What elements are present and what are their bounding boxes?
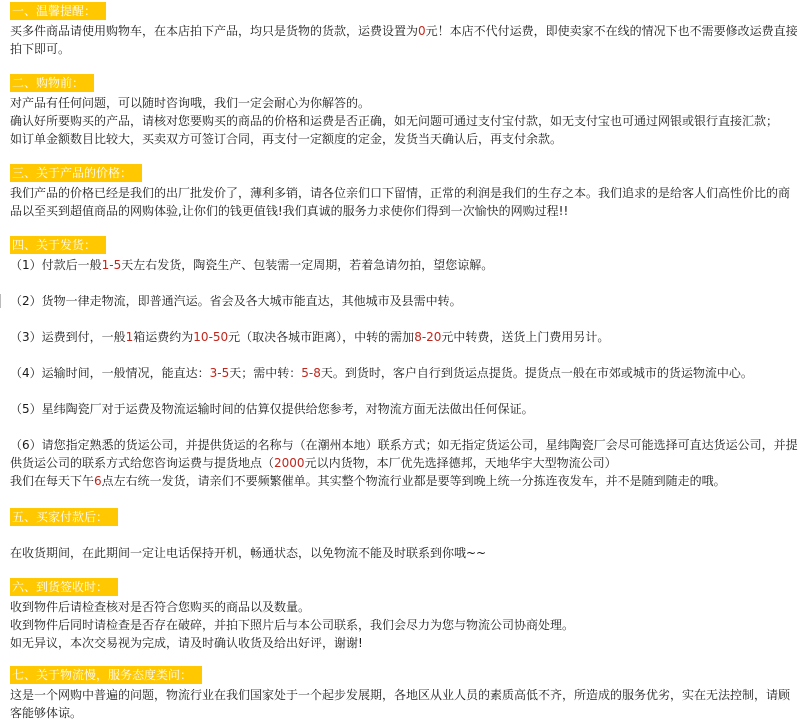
highlight-number: 3-5 bbox=[209, 366, 230, 380]
text-segment: 供货运公司的联系方式给您咨询运费与提货地点（ bbox=[10, 456, 275, 470]
text-segment: 点左右统一发货，请亲们不要频繁催单。其实整个物流行业都是要等到晚上统一分拣连夜发车，并不是随到随走的哦。 bbox=[101, 474, 726, 488]
section-6-line-3: 如无异议，本次交易视为完成，请及时确认收货及给出好评，谢谢! bbox=[10, 636, 363, 650]
text-segment: 箱运费约为 bbox=[133, 330, 194, 344]
section-1-heading bbox=[10, 2, 800, 20]
text-segment: 天。到货时，客户自行到货运点提货。提货点一般在市郊或城市的货运物流中心。 bbox=[320, 366, 753, 380]
text-segment: 元以内货物，本厂优先选择德邦，天地华宇大型物流公司） bbox=[304, 456, 617, 470]
section-5-title: 五、买家付款后： bbox=[10, 508, 118, 526]
section-3-line-1: 我们产品的价格已经是我们的出厂批发价了，薄利多销，请各位亲们口下留情，正常的利润是我们的生存之本。我们追求的是给客人们高性价比的商 bbox=[10, 186, 791, 200]
section-6-title: 六、到货签收时： bbox=[10, 578, 118, 596]
section-2-line-3: 如订单金额数目比较大，买卖双方可签订合同，再支付一定额度的定金，发货当天确认后，再支付余款。 bbox=[10, 132, 563, 146]
section-2-title: 二、购物前： bbox=[10, 74, 94, 92]
text-segment: 元中转费，送货上门费用另计。 bbox=[441, 330, 610, 344]
text-segment: （1）付款后一般 bbox=[10, 258, 102, 272]
section-6-line-1: 收到物件后请检查核对是否符合您购买的商品以及数量。 bbox=[10, 600, 311, 614]
section-2-line-2: 确认好所要购买的产品，请核对您要购买的商品的价格和运费是否正确，如无问题可通过支付宝付款，如无支付宝也可通过网银或银行直接汇款； bbox=[10, 114, 779, 128]
highlight-number: 1 bbox=[125, 330, 134, 344]
shipping-item-6-line-1: （6）请您指定熟悉的货运公司，并提供货运的名称与（在潮州本地）联系方式；如无指定货运公司，星纬陶瓷厂会尽可能选择可直达货运公司，并提 bbox=[10, 438, 798, 452]
text-segment: 天左右发货，陶瓷生产、包装需一定周期，若着急请勿拍，望您谅解。 bbox=[121, 258, 494, 272]
highlight-number: 2000 bbox=[274, 456, 305, 470]
text-segment: 元（取决各城市距离），中转的需加 bbox=[228, 330, 415, 344]
section-1-line-1 bbox=[10, 22, 800, 40]
highlight-number: 10-50 bbox=[193, 330, 229, 344]
side-marker bbox=[0, 294, 5, 308]
text-segment: 买多件商品请使用购物车，在本店拍下产品，均只是货物的货款，运费设置为 bbox=[10, 24, 419, 38]
section-2-line-1: 对产品有任何问题，可以随时咨询哦，我们一定会耐心为你解答的。 bbox=[10, 96, 371, 110]
section-4-heading bbox=[10, 236, 800, 254]
shipping-item-6-line-3 bbox=[10, 472, 800, 490]
section-6-heading bbox=[10, 578, 800, 596]
section-3-heading bbox=[10, 164, 800, 182]
shipping-item-5: （5）星纬陶瓷厂对于运费及物流运输时间的估算仅提供给您参考，对物流方面无法做出任何保证。 bbox=[10, 402, 534, 416]
highlight-number: 1-5 bbox=[101, 258, 122, 272]
text-segment: （3）运费到付，一般 bbox=[10, 330, 126, 344]
section-5-line-1: 在收货期间，在此期间一定让电话保持开机，畅通状态，以免物流不能及时联系到你哦~~ bbox=[10, 546, 487, 560]
section-3-line-2: 品以至买到超值商品的网购体验,让你们的钱更值钱!我们真诚的服务力求使你们得到一次愉快的网购过程!! bbox=[10, 204, 569, 218]
shipping-item-1 bbox=[10, 256, 800, 274]
section-3-title: 三、关于产品的价格： bbox=[10, 164, 142, 182]
shipping-item-3 bbox=[10, 328, 800, 346]
section-7-line-2: 客能够体谅。 bbox=[10, 706, 83, 720]
text-segment: 我们在每天下午 bbox=[10, 474, 95, 488]
section-5-heading bbox=[10, 508, 800, 526]
section-4-title: 四、关于发货： bbox=[10, 236, 106, 254]
highlight-number: 6 bbox=[94, 474, 102, 488]
shipping-item-4 bbox=[10, 364, 800, 382]
highlight-number: 0 bbox=[418, 24, 426, 38]
highlight-number: 8-20 bbox=[414, 330, 442, 344]
section-1-line-2: 拍下即可。 bbox=[10, 42, 71, 56]
text-segment: 天；需中转： bbox=[229, 366, 302, 380]
section-7-heading bbox=[10, 666, 800, 684]
section-7-title: 七、关于物流慢，服务态度类问： bbox=[10, 666, 202, 684]
section-6-line-2: 收到物件后同时请检查是否存在破碎，并拍下照片后与本公司联系，我们会尽力为您与物流公司协商处理。 bbox=[10, 618, 575, 632]
section-2-heading bbox=[10, 74, 800, 92]
text-segment: （4）运输时间，一般情况，能直达： bbox=[10, 366, 210, 380]
highlight-number: 5-8 bbox=[301, 366, 321, 380]
section-1-title: 一、温馨提醒： bbox=[10, 2, 106, 20]
text-segment: 元！本店不代付运费，即使卖家不在线的情况下也不需要修改运费直接 bbox=[425, 24, 798, 38]
shipping-item-6-line-2 bbox=[10, 454, 800, 472]
shipping-item-2: （2）货物一律走物流，即普通汽运。省会及各大城市能直达，其他城市及县需中转。 bbox=[10, 294, 462, 308]
section-7-line-1: 这是一个网购中普遍的问题，物流行业在我们国家处于一个起步发展期，各地区从业人员的素质高低不齐，所造成的服务优劣，实在无法控制，请顾 bbox=[10, 688, 791, 702]
